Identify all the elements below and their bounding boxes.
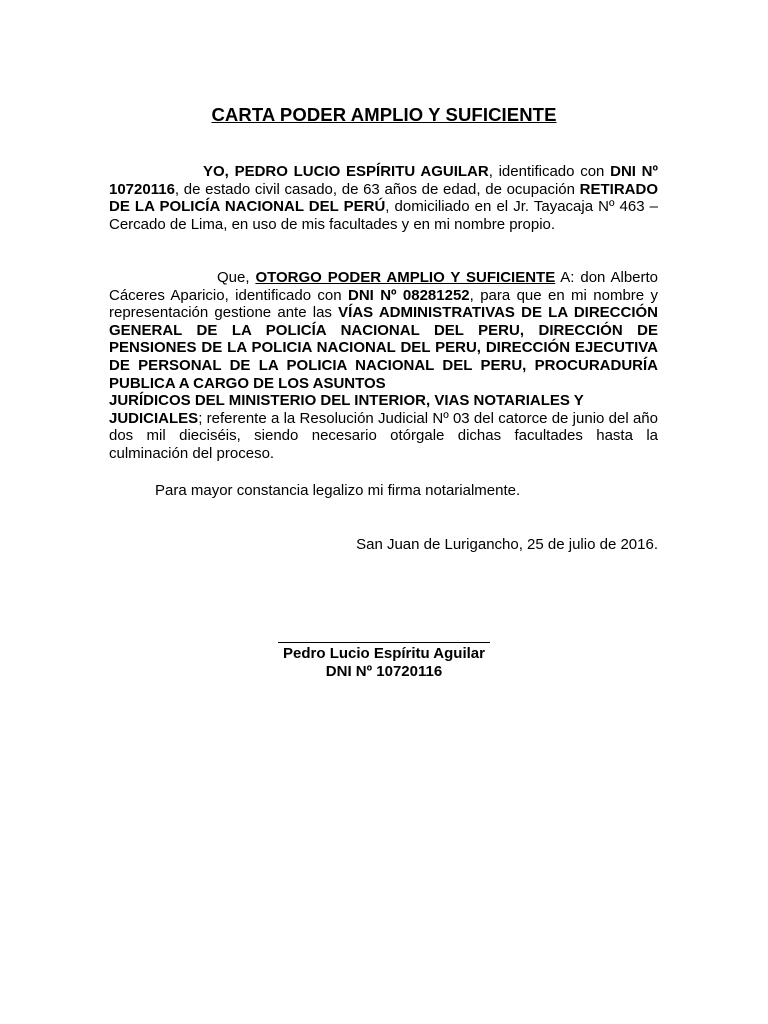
attorney-dni: DNI Nº 08281252	[347, 286, 470, 304]
signer-name: Pedro Lucio Espíritu Aguilar	[283, 645, 485, 662]
signer-dni: DNI Nº 10720116	[325, 662, 443, 680]
paragraph-text: ; referente a la Resolución Judicial Nº 03 del catorce de junio del año dos mil dieciséis, siendo necesario otórgale dichas facultades hasta la culminación del proceso.	[109, 409, 658, 462]
entities-list-end: JUDICIALES	[109, 409, 199, 427]
paragraph-legalization	[109, 482, 658, 500]
paragraph-grantor	[109, 163, 658, 233]
grantor-name: YO, PEDRO LUCIO ESPÍRITU AGUILAR	[203, 163, 489, 180]
paragraph-text: A: don Alberto Cáceres Aparicio, identificado con	[109, 269, 659, 304]
entities-list-continued: JURÍDICOS DEL MINISTERIO DEL INTERIOR, VIAS NOTARIALES Y	[109, 392, 584, 410]
legalization-text: Para mayor constancia legalizo mi firma notarialmente.	[155, 482, 521, 499]
paragraph-grant	[109, 269, 658, 463]
document-title: CARTA PODER AMPLIO Y SUFICIENTE	[211, 104, 557, 125]
paragraph-text: , de estado civil casado, de 63 años de edad, de ocupación	[174, 180, 580, 198]
paragraph-text: Que,	[217, 269, 256, 286]
grantor-occupation: RETIRADO DE LA POLICÍA NACIONAL DEL PERÚ	[109, 180, 658, 216]
paragraph-text: , domiciliado en el Jr. Tayacaja Nº 463 – Cercado de Lima, en uso de mis facultades y en mi nombre propio.	[109, 198, 659, 233]
signature-block	[0, 628, 768, 680]
signature-line	[278, 642, 490, 643]
signature-line-container	[0, 628, 768, 645]
paragraph-text: , para que en mi nombre y representación gestione ante las	[109, 286, 659, 322]
grant-statement: OTORGO PODER AMPLIO Y SUFICIENTE	[255, 269, 556, 286]
grantor-dni: DNI Nº 10720116	[109, 163, 658, 198]
date-line: San Juan de Lurigancho, 25 de julio de 2016.	[356, 536, 658, 553]
entities-list: VÍAS ADMINISTRATIVAS DE LA DIRECCIÓN GENERAL DE LA POLICÍA NACIONAL DEL PERU, DIRECCIÓN DE PENSIONES DE LA POLICIA NACIONAL DEL PERU, DIRECCIÓN EJECUTIVA DE PERSONAL DE LA POLICIA NACIONAL DEL PERU, PROCURADURÍA PUBLICA A CARGO DE LOS ASUNTOS	[109, 304, 658, 392]
paragraph-text: , identificado con	[488, 163, 611, 180]
